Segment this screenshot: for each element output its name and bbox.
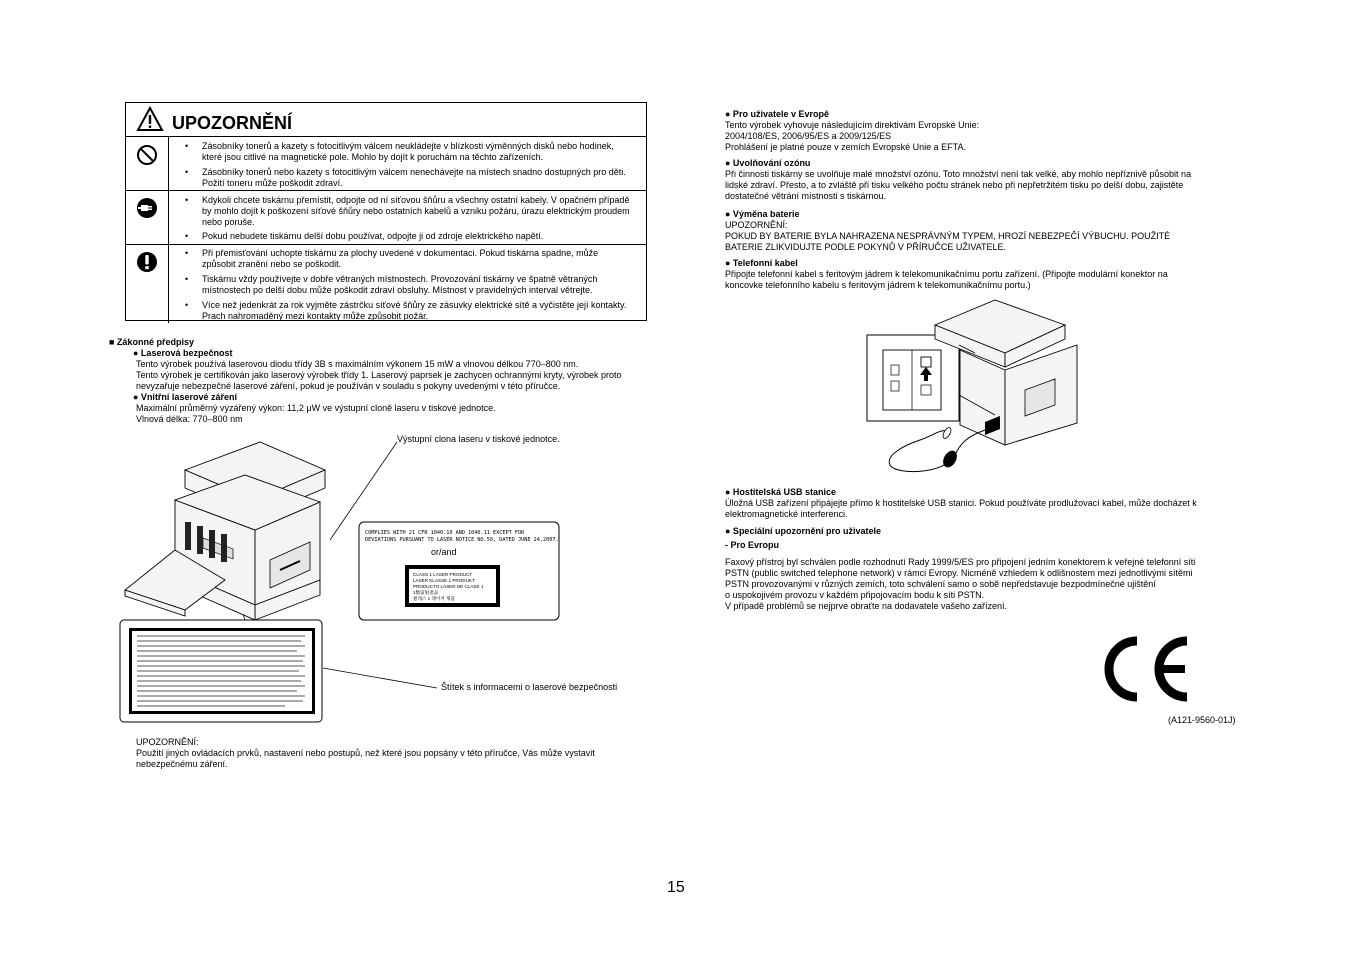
page-number: 15 [667, 879, 685, 896]
internal-laser-text [136, 403, 676, 425]
laser-safety-text [136, 359, 676, 392]
warning-triangle-icon [136, 106, 164, 132]
warning-header [126, 103, 646, 137]
internal-line: Maximální průměrný vyzářený výkon: 11,2 μW ve výstupní cloně laseru v tiskové jednotce. [136, 403, 496, 413]
class-line: PRODUCTO LASER DE CLASE 1 [413, 584, 484, 589]
internal-line: Vlnová délka: 770–800 nm [136, 414, 243, 424]
exclamation-icon [136, 251, 158, 273]
special-line: PSTN provozovanými v různých zemích, toto schválení samo o sobě nepředstavuje bezpodmínečné ujištění [725, 579, 1156, 589]
warning-title: UPOZORNĚNÍ [172, 113, 293, 133]
ozone-line: dostatečné větrání místnosti s tiskárnou. [725, 191, 887, 201]
warning-row-exclamation [126, 245, 646, 323]
phone-heading: ● Telefonní kabel [725, 258, 798, 268]
laser-aperture-label: Výstupní clona laseru v tiskové jednotce. [397, 434, 560, 444]
laser-line: nevyzařuje nebezpečné laserové záření, pokud je používán v souladu s pokyny uvedenými v této příručce. [136, 381, 561, 391]
complies-line-1: COMPLIES WITH 21 CFR 1040.10 AND 1040.11 EXCEPT FOR [365, 530, 525, 536]
document-code: (A121-9560-01J) [1168, 715, 1236, 725]
prohibited-icon [136, 144, 158, 166]
complies-line-2: DEVIATIONS PURSUANT TO LASER NOTICE NO.50, DATED JUNE 24,2007. [365, 537, 559, 543]
ozone-heading: ● Uvolňování ozónu [725, 158, 811, 168]
special-line: PSTN (public switched telephone network) v rámci Evropy. Nicméně vzhledem k odlišnostem mezi jednotlivými sítěmi [725, 568, 1193, 578]
europe-line: Tento výrobek vyhovuje následujícím direktivám Evropské Unie: [725, 120, 980, 130]
battery-line: BATERIE ZLIKVIDUJTE PODLE POKYNŮ V PŘÍRUČCE UŽIVATELE. [725, 242, 1007, 252]
ozone-line: lidské zdraví. Přesto, a to zvláště při tisku velkého počtu stránek nebo při nepřetržitém tisku po delší dobu, zajistěte [725, 180, 1184, 190]
usb-line: Úložná USB zařízení připájejte přímo k hostitelské USB stanici. Pokud používáte prodlužovací kabel, může docházet k [725, 498, 1197, 508]
unplug-icon [136, 197, 158, 219]
row-divider [168, 137, 169, 190]
special-line: V případě problémů se nejprve obraťte na dodavatele vašeho zařízení. [725, 601, 1008, 611]
special-heading: ● Speciální upozornění pro uživatele [725, 526, 881, 536]
phone-cable-illustration [865, 295, 1085, 480]
special-line: Faxový přístroj byl schválen podle rozhodnutí Rady 1999/5/ES pro připojení jedním konektorem k veřejné telefonní síti [725, 557, 1196, 567]
laser-line: Tento výrobek je certifikován jako laserový výrobek třídy 1. Laserový paprsek je zachycen ochrannými kryty, výrobek proto [136, 370, 622, 380]
caution-bottom [136, 737, 636, 770]
laser-safety-label: Štítek s informacemi o laserové bezpečnosti [441, 682, 618, 692]
row-divider [168, 245, 169, 323]
laser-line: Tento výrobek používá laserovou diodu třídy 3B s maximálním výkonem 15 mW a vlnovou délkou 770–800 nm. [136, 359, 579, 369]
warning-item: • Více než jedenkrát za rok vyjměte zástrčku síťové šňůry ze zásuvky elektrické sítě a vyčistěte její kontakty. Prach nahromaděný mezi kontakty může způsobit požár. [185, 300, 627, 321]
europe-heading: ● Pro uživatele v Evropě [725, 109, 829, 119]
battery-line: POKUD BY BATERIE BYLA NAHRAZENA NESPRÁVNÝM TYPEM, HROZÍ NEBEZPEČÍ VÝBUCHU. POUŽITÉ [725, 231, 1171, 241]
ce-mark-logo [1093, 633, 1195, 705]
internal-laser-heading: ● Vnitřní laserové záření [133, 392, 237, 402]
battery-heading: ● Výměna baterie [725, 209, 800, 219]
warning-item: • Pokud nebudete tiskárnu delší dobu používat, odpojte ji od zdroje elektrického napětí. [185, 231, 544, 241]
warning-item: • Tiskárnu vždy používejte v dobře větraných místnostech. Provozování tiskárny ve špatně větraných místnostech po delší dobu může poškodit zdraví obsluhy. Místnost v pravidelných interval větrejte. [185, 274, 598, 295]
usb-heading: ● Hostitelská USB stanice [725, 487, 836, 497]
battery-line: UPOZORNĚNÍ: [725, 220, 788, 230]
warning-item: • Při přemisťování uchopte tiskárnu za plochy uvedené v dokumentaci. Pokud tiskárna spadne, může způsobit zranění nebo se poškodit. [185, 248, 599, 269]
warning-item: • Kdykoli chcete tiskárnu přemístit, odpojte od ní síťovou šňůru a všechny ostatní kabely. V opačném případě by mohlo dojít k poškození síťové šňůry nebo ostatních kabelů a vzniku požáru, úrazu elektrickým proudem nebo poruše. [185, 195, 630, 227]
europe-line: 2004/108/ES, 2006/95/ES a 2009/125/ES [725, 131, 892, 141]
right-column-top [725, 109, 1245, 291]
row-divider [168, 191, 169, 244]
warning-item: • Zásobníky tonerů a kazety s fotocitlivým válcem neukládejte v blízkosti výměnných disků nebo hodinek, které jsou citlivé na magnetické pole. Mohlo by dojít k poruchám na těchto zařízeních. [185, 141, 614, 162]
caution-title: UPOZORNĚNÍ: [136, 737, 199, 747]
phone-line: koncovke telefonního kabelu s feritovým jádrem k telekomunikačnímu portu.) [725, 280, 1031, 290]
class-line: CLASS 1 LASER PRODUCT [413, 572, 473, 577]
class-line: LASER KLASSE 1 PRODUKT [413, 578, 475, 583]
class-line: 1類雷射產品 [413, 590, 439, 595]
usb-line: elektromagnetické interferenci. [725, 509, 848, 519]
special-line: o uspokojivém provozu v každém připojovacím bodu k síti PSTN. [725, 590, 985, 600]
warning-item: • Zásobníky tonerů nebo kazety s fotocitlivým válcem nenechávejte na místech snadno dostupných pro děti. Požití toneru může poškodit zdraví. [185, 167, 626, 188]
europe-line: Prohlášení je platné pouze v zemích Evropské Unie a EFTA. [725, 142, 966, 152]
laser-safety-heading: ● Laserová bezpečnost [133, 348, 233, 358]
phone-line: Připojte telefonní kabel s feritovým jádrem k telekomunikačnímu portu zařízení. (Připojte modulární konektor na [725, 269, 1168, 279]
or-and-text: or/and [431, 547, 457, 557]
caution-text: Použití jiných ovládacích prvků, nastavení nebo postupů, než které jsou popsány v této příručce, Vás může vystavit nebezpečnému záření. [136, 748, 595, 769]
warning-box [125, 102, 647, 321]
legal-heading: ■ Zákonné předpisy [109, 337, 194, 347]
warning-row-prohibited [126, 137, 646, 191]
class-line: 클래스 1 레이저 제품 [413, 596, 455, 601]
ozone-line: Při činnosti tiskárny se uvolňuje malé množství ozónu. Toto množství není tak velké, aby mohlo nepříznivě působit na [725, 169, 1192, 179]
special-subheading: - Pro Evropu [725, 540, 780, 550]
warning-row-unplug [126, 191, 646, 245]
right-column-bottom [725, 487, 1245, 612]
